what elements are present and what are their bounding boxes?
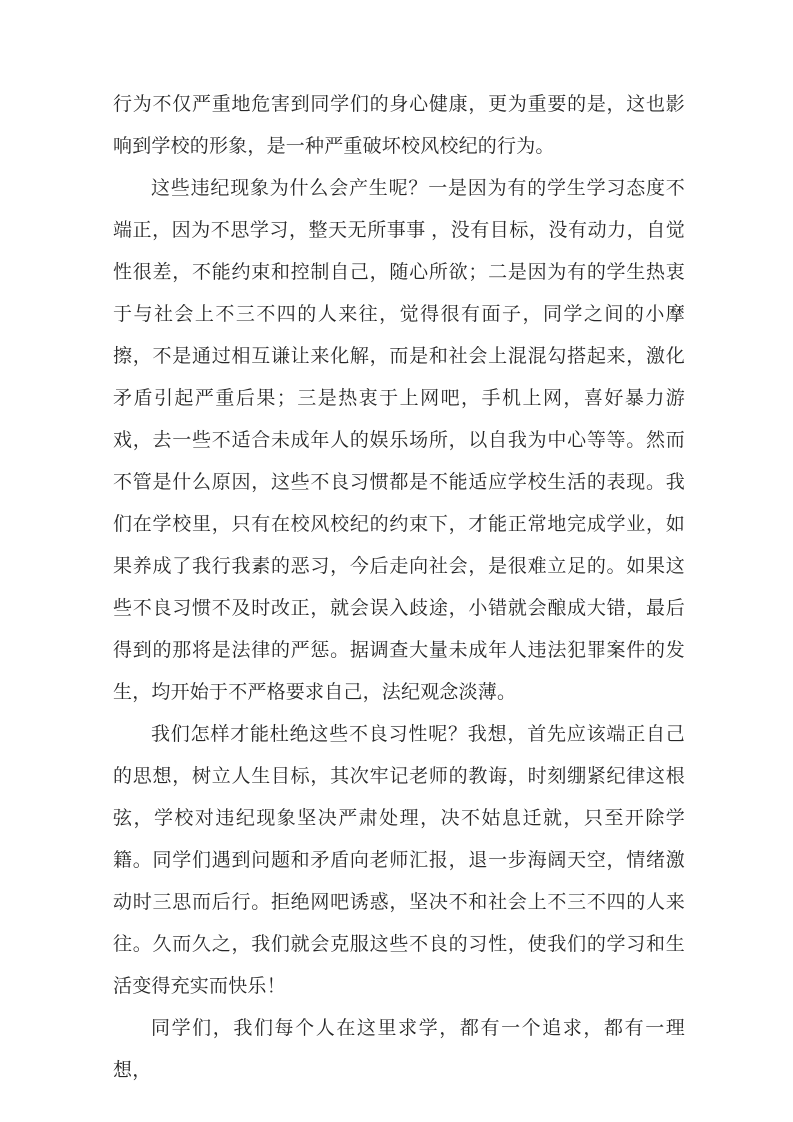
paragraph: 行为不仅严重地危害到同学们的身心健康，更为重要的是，这也影响到学校的形象，是一种严重破坏校风校纪的行为。 — [113, 94, 685, 157]
paragraph: 这些违纪现象为什么会产生呢？一是因为有的学生学习态度不端正，因为不思学习，整天无所事事 ，没有目标，没有动力，自觉性很差，不能约束和控制自己，随心所欲；二是因为有的学生热衷于与社会上不三不四的人来往，觉得很有面子，同学之间的小摩擦，不是通过相互谦让来化解，而是和社会上混混勾搭起来，激化矛盾引起严重后果；三是热衷于上网吧，手机上网，喜好暴力游戏，去一些不适合未成年人的娱乐场所，以自我为中心等等。然而不管是什么原因，这些不良习惯都是不能适应学校生活的表现。我们在学校里，只有在校风校纪的约束下，才能正常地完成学业，如果养成了我行我素的恶习，今后走向社会，是很难立足的。如果这些不良习惯不及时改正，就会误入歧途，小错就会酿成大错，最后得到的那将是法律的严惩。据调查大量未成年人违法犯罪案件的发生，均开始于不严格要求自己，法纪观念淡薄。 — [113, 178, 685, 703]
document-body-text — [113, 84, 685, 1092]
paragraph: 同学们，我们每个人在这里求学，都有一个追求，都有一理想， — [113, 1018, 685, 1081]
paragraph: 我们怎样才能杜绝这些不良习性呢？我想，首先应该端正自己的思想，树立人生目标，其次牢记老师的教诲，时刻绷紧纪律这根弦，学校对违纪现象坚决严肃处理，决不姑息迁就，只至开除学籍。同学们遇到问题和矛盾向老师汇报，退一步海阔天空，情绪激动时三思而后行。拒绝网吧诱惑，坚决不和社会上不三不四的人来往。久而久之，我们就会克服这些不良的习性，使我们的学习和生活变得充实而快乐！ — [113, 724, 685, 997]
